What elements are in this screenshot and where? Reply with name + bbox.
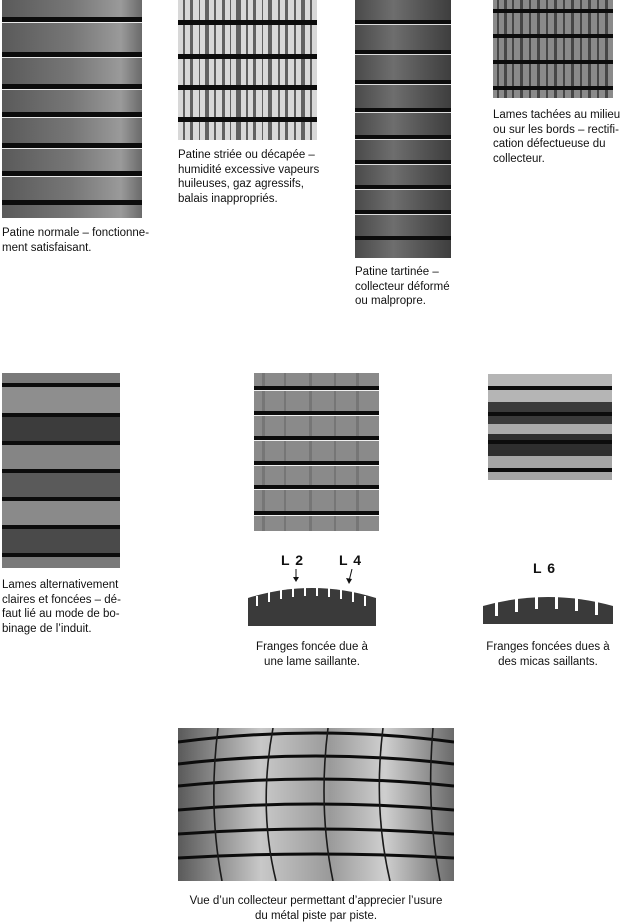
photo-stained-bars-image xyxy=(493,0,613,98)
caption-line: claires et foncées – dé- xyxy=(2,593,121,606)
photo-protruding-mica xyxy=(488,374,612,480)
label-l4: L 4 xyxy=(339,552,362,568)
label-l2: L 2 xyxy=(281,552,304,568)
caption-line: Patine normale – fonctionne- xyxy=(2,227,150,239)
photo-alternating-bars-image xyxy=(2,373,120,568)
caption-normal-patina xyxy=(2,226,149,255)
photo-protruding-bar-image xyxy=(254,373,379,531)
caption-line: Lames tachées au milieu xyxy=(493,109,620,121)
caption-line: du métal piste par piste. xyxy=(254,909,378,922)
photo-normal-patina xyxy=(2,0,142,218)
photo-alternating-bars xyxy=(2,373,120,568)
caption-line: faut lié au mode de bo- xyxy=(2,608,120,620)
photo-commutator-view-image xyxy=(178,728,454,881)
caption-stained-bars xyxy=(493,108,620,166)
caption-line: ou malpropre. xyxy=(355,295,426,307)
caption-alternating-bars xyxy=(2,578,121,636)
caption-line: binage de l’induit. xyxy=(2,622,92,635)
caption-line: Franges foncée due à xyxy=(256,641,368,653)
photo-stained-bars xyxy=(493,0,613,98)
photo-protruding-bar xyxy=(254,373,379,531)
caption-protruding-mica xyxy=(476,640,620,669)
caption-line: Patine striée ou décapée – xyxy=(178,149,315,161)
caption-commutator-view xyxy=(166,894,466,923)
caption-protruding-bar xyxy=(246,640,378,669)
caption-line: Vue d’un collecteur permettant d’apprecier l’usure xyxy=(189,895,443,907)
caption-line: balais inappropriés. xyxy=(178,192,278,205)
photo-smeared-patina xyxy=(355,0,451,258)
diagram-protruding-mica xyxy=(481,592,615,628)
caption-line: ment satisfaisant. xyxy=(2,241,92,254)
caption-line: Franges foncées dues à xyxy=(486,641,610,653)
label-l6: L 6 xyxy=(533,560,556,576)
caption-line: des micas saillants. xyxy=(498,655,598,668)
caption-striated-patina xyxy=(178,148,319,206)
arrow-l2 xyxy=(291,569,301,583)
caption-line: Lames alternativement xyxy=(2,579,119,591)
photo-striated-patina-image xyxy=(178,0,317,140)
photo-smeared-patina-image xyxy=(355,0,451,258)
caption-line: humidité excessive vapeurs xyxy=(178,163,320,176)
caption-line: une lame saillante. xyxy=(264,655,360,668)
caption-line: collecteur déformé xyxy=(355,280,450,293)
caption-line: ou sur les bords – rectifi- xyxy=(493,123,619,136)
caption-line: cation défectueuse du xyxy=(493,138,606,150)
diagram-protruding-bar xyxy=(246,582,378,630)
caption-line: huileuses, gaz agressifs, xyxy=(178,178,304,190)
photo-striated-patina xyxy=(178,0,317,140)
caption-line: collecteur. xyxy=(493,152,545,165)
photo-normal-patina-image xyxy=(2,0,142,218)
photo-protruding-mica-image xyxy=(488,374,612,480)
photo-commutator-view xyxy=(178,728,454,881)
caption-smeared-patina xyxy=(355,265,450,309)
caption-line: Patine tartinée – xyxy=(355,266,439,278)
